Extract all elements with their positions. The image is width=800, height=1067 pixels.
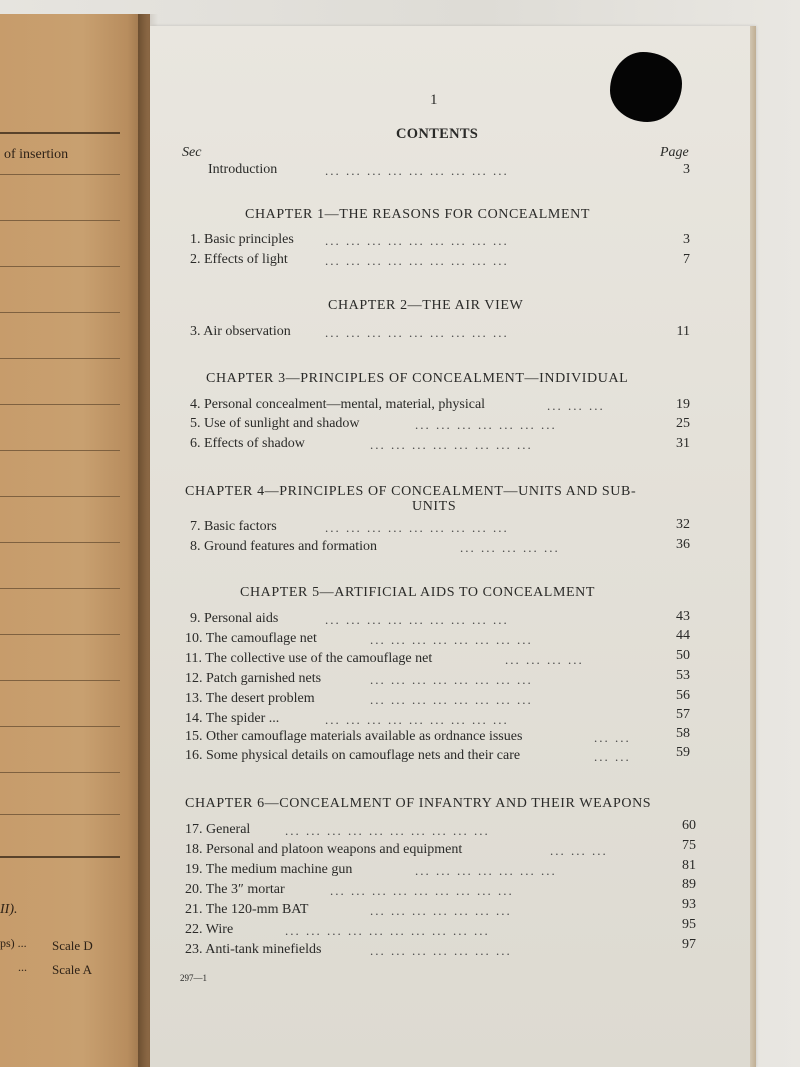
toc-page: 31 (676, 436, 690, 451)
toc-entry: 21. The 120-mm BAT (185, 902, 309, 917)
toc-entry: 4. Personal concealment—mental, material, physical (190, 397, 486, 412)
toc-entry: 2. Effects of light (190, 252, 288, 267)
print-code: 297—1 (180, 973, 207, 983)
toc-entry: 3. Air observation (190, 324, 291, 339)
page-title: CONTENTS (396, 126, 479, 142)
chapter-heading: CHAPTER 3—PRINCIPLES OF CONCEALMENT—INDIVIDUAL (206, 371, 629, 386)
toc-page: 57 (676, 707, 690, 722)
dot-leader: ... ... ... ... ... ... ... ... (370, 437, 533, 452)
left-page-fragment: ... (18, 960, 27, 974)
left-page-rule (0, 856, 120, 858)
chapter-heading: CHAPTER 6—CONCEALMENT OF INFANTRY AND THEIR WEAPONS (185, 796, 652, 811)
toc-page: 81 (682, 858, 696, 873)
dot-leader: ... ... (594, 749, 631, 764)
toc-entry: 7. Basic factors (190, 519, 277, 534)
sec-column-label: Sec (182, 145, 202, 160)
left-page-rule (0, 726, 120, 727)
dot-leader: ... ... ... (550, 843, 608, 858)
toc-entry: 8. Ground features and formation (190, 539, 377, 554)
dot-leader: ... ... ... ... ... ... ... ... ... (325, 233, 509, 248)
toc-page: 3 (683, 232, 690, 247)
toc-page: 58 (676, 726, 690, 741)
dot-leader: ... ... ... ... ... ... ... ... ... (325, 712, 509, 727)
chapter-heading: CHAPTER 1—THE REASONS FOR CONCEALMENT (245, 207, 590, 222)
dot-leader: ... ... ... ... ... ... ... (415, 417, 557, 432)
toc-page: 56 (676, 688, 690, 703)
toc-page: 97 (682, 937, 696, 952)
left-page-rule (0, 772, 120, 773)
dot-leader: ... ... ... ... (505, 652, 584, 667)
dot-leader: ... ... ... ... ... ... ... ... (370, 672, 533, 687)
dot-leader: ... ... ... ... ... ... ... ... ... (325, 520, 509, 535)
left-page-fragment: II). (0, 902, 18, 917)
toc-entry: 6. Effects of shadow (190, 436, 305, 451)
scale-a-label: Scale A (52, 962, 93, 977)
dot-leader: ... ... ... ... ... ... ... ... ... (330, 883, 514, 898)
chapter-heading: CHAPTER 4—PRINCIPLES OF CONCEALMENT—UNITS AND SUB- (185, 484, 637, 499)
dot-leader: ... ... (594, 730, 631, 745)
toc-page: 32 (676, 517, 690, 532)
toc-page: 19 (676, 397, 690, 412)
chapter-heading: CHAPTER 2—THE AIR VIEW (328, 298, 524, 313)
dot-leader: ... ... ... ... ... ... ... ... (370, 692, 533, 707)
scale-d-label: Scale D (52, 938, 93, 953)
left-page-rule (0, 542, 120, 543)
toc-entry: 10. The camouflage net (185, 631, 317, 646)
toc-entry: 16. Some physical details on camouflage nets and their care (185, 748, 521, 763)
dot-leader: ... ... ... ... ... ... ... (415, 863, 557, 878)
left-page-rule (0, 496, 120, 497)
toc-entry: 1. Basic principles (190, 232, 294, 247)
toc-page: 89 (682, 877, 696, 892)
dot-leader: ... ... ... ... ... ... ... ... ... (325, 253, 509, 268)
toc-page: 75 (682, 838, 696, 853)
toc-page: 59 (676, 745, 690, 760)
left-page-rule (0, 814, 120, 815)
left-page-rule (0, 450, 120, 451)
toc-entry: 15. Other camouflage materials available as ordnance issues (185, 729, 523, 744)
left-page (0, 14, 150, 1067)
left-page-rule (0, 174, 120, 175)
toc-page: 50 (676, 648, 690, 663)
left-page-fragment: ps) ... (0, 936, 27, 950)
toc-page: 95 (682, 917, 696, 932)
toc-page: 43 (676, 609, 690, 624)
toc-entry: 23. Anti-tank minefields (185, 942, 322, 957)
toc-entry: 12. Patch garnished nets (185, 671, 322, 686)
page-column-label: Page (660, 145, 689, 160)
dot-leader: ... ... ... (547, 398, 605, 413)
toc-entry: 9. Personal aids (190, 611, 279, 626)
left-page-rule (0, 132, 120, 134)
left-page-rule (0, 266, 120, 267)
toc-page: 36 (676, 537, 690, 552)
left-page-rule (0, 588, 120, 589)
toc-entry: 14. The spider ... (185, 711, 280, 726)
toc-entry: 22. Wire (185, 922, 234, 937)
page-edge (750, 26, 756, 1067)
toc-page: 25 (676, 416, 690, 431)
left-page-rule (0, 634, 120, 635)
dot-leader: ... ... ... ... ... ... ... ... ... ... (285, 923, 490, 938)
left-page-rule (0, 220, 120, 221)
chapter-heading: CHAPTER 5—ARTIFICIAL AIDS TO CONCEALMENT (240, 585, 596, 600)
dot-leader: ... ... ... ... ... (460, 540, 560, 555)
toc-entry: 18. Personal and platoon weapons and equipment (185, 842, 463, 857)
dot-leader: ... ... ... ... ... ... ... ... ... (325, 325, 509, 340)
dot-leader: ... ... ... ... ... ... ... (370, 943, 512, 958)
toc-page: 93 (682, 897, 696, 912)
left-page-rule (0, 312, 120, 313)
toc-entry: 5. Use of sunlight and shadow (190, 416, 360, 431)
left-page-header: of insertion (4, 147, 69, 162)
toc-entry: 11. The collective use of the camouflage net (185, 651, 433, 666)
dot-leader: ... ... ... ... ... ... ... (370, 903, 512, 918)
toc-page: 11 (676, 324, 690, 339)
toc-page: 60 (682, 818, 696, 833)
left-page-rule (0, 404, 120, 405)
left-page-rule (0, 680, 120, 681)
toc-page: 53 (676, 668, 690, 683)
chapter-heading-continued: UNITS (412, 499, 457, 514)
introduction-page: 3 (683, 162, 690, 177)
dot-leader: ... ... ... ... ... ... ... ... (370, 632, 533, 647)
toc-page: 44 (676, 628, 690, 643)
toc-entry: 19. The medium machine gun (185, 862, 353, 877)
dot-leader: ... ... ... ... ... ... ... ... ... (325, 612, 509, 627)
dot-leader: ... ... ... ... ... ... ... ... ... ... (285, 823, 490, 838)
dot-leader: ... ... ... ... ... ... ... ... ... (325, 163, 509, 178)
toc-entry: 13. The desert problem (185, 691, 315, 706)
toc-entry: 17. General (185, 822, 251, 837)
toc-entry: 20. The 3″ mortar (185, 882, 285, 897)
introduction-label: Introduction (208, 162, 278, 177)
page-number: 1 (430, 92, 438, 108)
toc-page: 7 (683, 252, 690, 267)
left-page-rule (0, 358, 120, 359)
